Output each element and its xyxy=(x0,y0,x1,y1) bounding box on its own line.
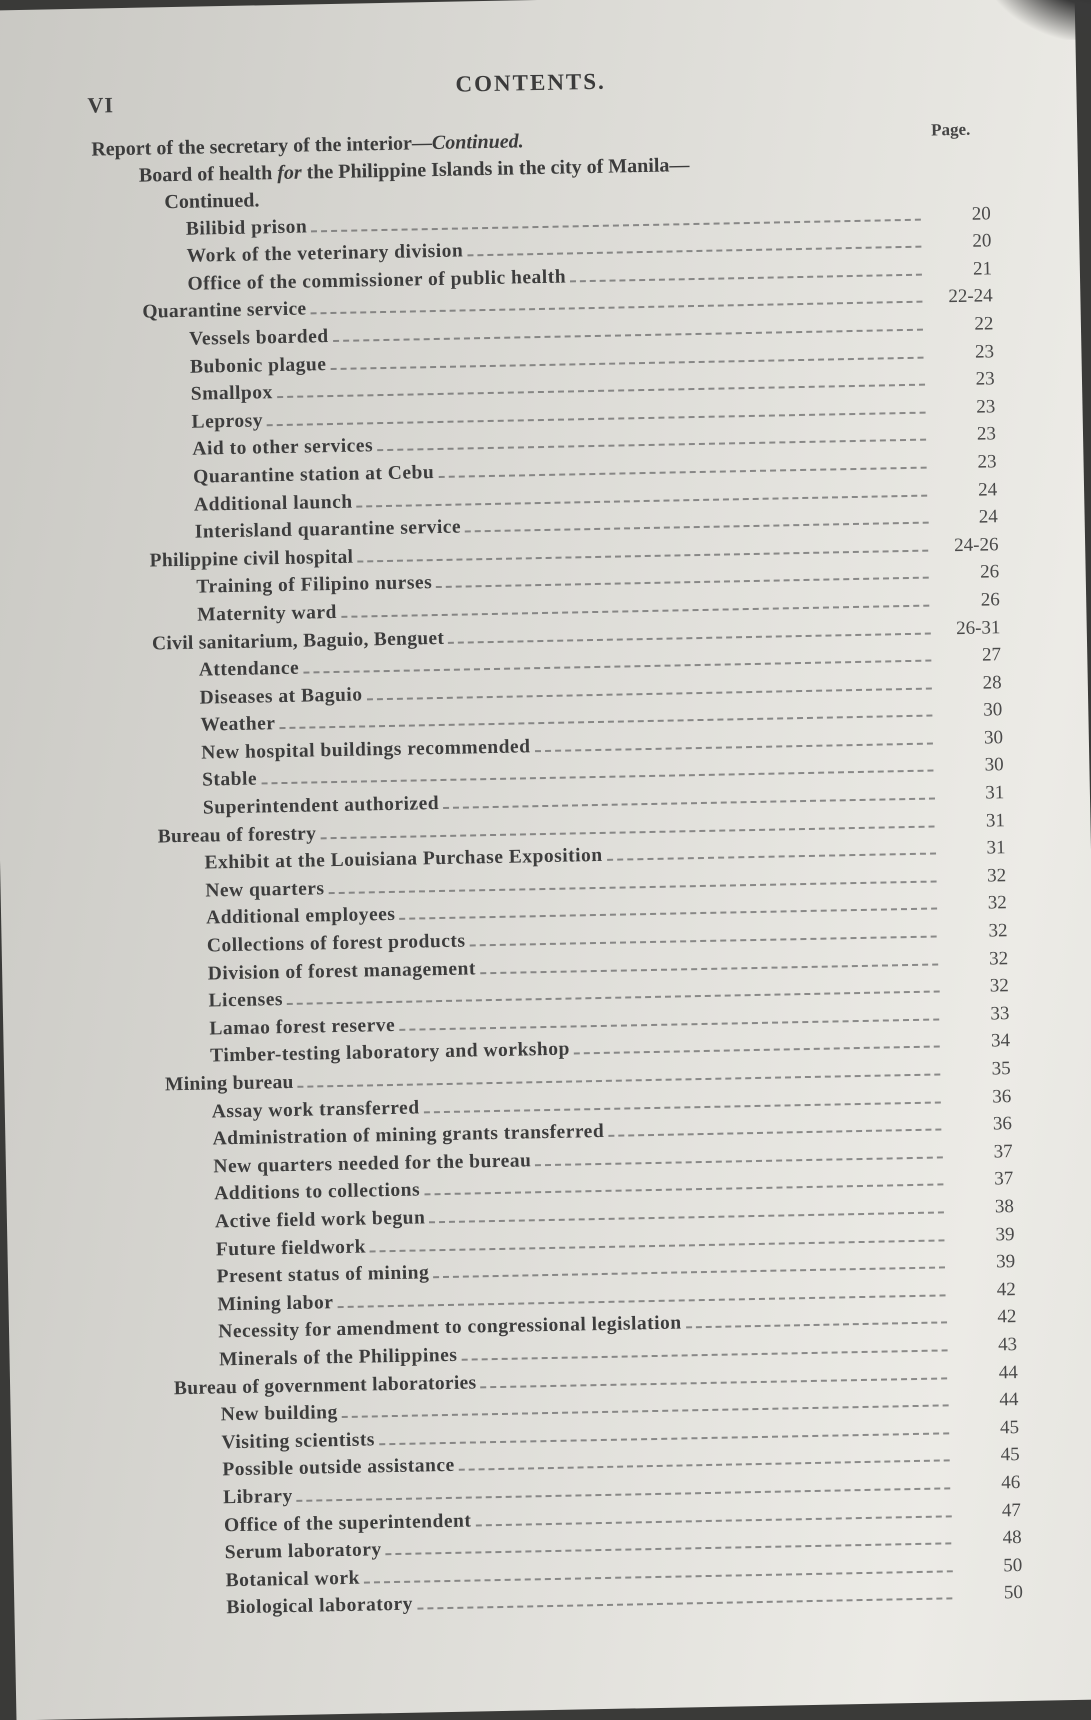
entry-label: Civil sanitarium, Baguio, Benguet xyxy=(151,627,445,655)
dot-leader xyxy=(570,273,922,282)
entry-label: Additions to collections xyxy=(214,1179,421,1205)
entry-label: Weather xyxy=(200,713,276,736)
page-title: CONTENTS. xyxy=(455,68,607,97)
entry-page-number: 36 xyxy=(992,1085,1012,1108)
entry-label: Quarantine service xyxy=(142,298,307,324)
entry-label: Work of the veterinary division xyxy=(186,240,464,267)
board-heading-part-c: the Philippine Islands in the city of Manila— xyxy=(301,154,690,184)
contents-list xyxy=(0,196,1091,1624)
entry-label: Bureau of government laboratories xyxy=(173,1371,477,1399)
entry-page-number: 28 xyxy=(982,671,1002,694)
entry-label: Interisland quarantine service xyxy=(194,516,462,543)
entry-page-number: 44 xyxy=(998,1361,1018,1383)
entry-page-number: 32 xyxy=(988,947,1009,970)
page-column-label: Page. xyxy=(930,119,971,140)
entry-page-number: 26 xyxy=(980,589,1000,611)
entry-label: Lamao forest reserve xyxy=(209,1014,396,1040)
entry-page-number: 44 xyxy=(999,1389,1019,1411)
entry-label: Future fieldwork xyxy=(215,1236,367,1260)
entry-label: Maternity ward xyxy=(197,601,338,626)
entry-label: New quarters needed for the bureau xyxy=(213,1150,532,1178)
entry-label: Vessels boarded xyxy=(188,326,329,350)
entry-label: Assay work transferred xyxy=(211,1097,420,1123)
entry-page-number: 42 xyxy=(996,1278,1017,1301)
entry-page-number: 50 xyxy=(1003,1554,1023,1577)
entry-label: Aid to other services xyxy=(192,435,374,461)
entry-page-number: 24-26 xyxy=(953,533,999,556)
entry-label: New quarters xyxy=(205,878,325,902)
entry-label: Minerals of the Philippines xyxy=(218,1344,458,1371)
board-heading-part-b: for xyxy=(276,161,302,185)
entry-page-number: 20 xyxy=(972,230,992,252)
entry-page-number: 30 xyxy=(984,754,1004,777)
entry-page-number: 23 xyxy=(976,396,996,418)
entry-page-number: 30 xyxy=(983,699,1003,721)
entry-page-number: 34 xyxy=(990,1030,1011,1052)
entry-label: Attendance xyxy=(198,657,300,681)
entry-page-number: 23 xyxy=(976,423,997,445)
entry-page-number: 31 xyxy=(985,782,1005,804)
entry-page-number: 27 xyxy=(981,644,1002,666)
entry-label: Collections of forest products xyxy=(206,930,466,957)
entry-label: Timber-testing laboratory and workshop xyxy=(209,1038,571,1067)
entry-page-number: 39 xyxy=(995,1223,1015,1245)
entry-page-number: 21 xyxy=(972,258,993,280)
entry-page-number: 39 xyxy=(995,1251,1016,1273)
entry-page-number: 32 xyxy=(986,865,1007,887)
entry-label: Mining bureau xyxy=(164,1071,294,1096)
entry-label: Bureau of forestry xyxy=(157,823,317,848)
entry-page-number: 31 xyxy=(985,809,1006,832)
entry-page-number: 46 xyxy=(1001,1471,1021,1494)
entry-label: Mining labor xyxy=(217,1291,334,1316)
dot-leader xyxy=(608,1129,941,1137)
report-heading-continued: Continued. xyxy=(431,130,524,155)
entry-page-number: 31 xyxy=(986,837,1006,859)
entry-page-number: 43 xyxy=(997,1333,1018,1356)
entry-label: Diseases at Baguio xyxy=(199,684,363,709)
entry-label: Biological laboratory xyxy=(226,1593,414,1619)
entry-page-number: 36 xyxy=(992,1113,1013,1135)
entry-page-number: 24 xyxy=(978,506,999,528)
entry-page-number: 37 xyxy=(994,1168,1014,1190)
entry-label: Office of the superintendent xyxy=(223,1510,472,1536)
entry-label: Division of forest management xyxy=(207,957,477,985)
page-number: VI xyxy=(87,92,115,118)
report-heading-text: Report of the secretary of the interior— xyxy=(91,132,433,161)
dot-leader xyxy=(686,1322,947,1329)
entry-label: Quarantine station at Cebu xyxy=(192,462,435,488)
entry-label: Additional employees xyxy=(205,904,396,929)
entry-page-number: 30 xyxy=(983,727,1004,749)
entry-page-number: 38 xyxy=(994,1196,1015,1218)
entry-label: New hospital buildings recommended xyxy=(201,736,531,764)
entry-label: Additional launch xyxy=(193,491,353,516)
entry-label: Licenses xyxy=(208,989,284,1012)
page-corner-shadow xyxy=(984,0,1091,41)
entry-page-number: 24 xyxy=(977,478,998,501)
dot-leader xyxy=(574,1046,940,1055)
entry-label: Administration of mining grants transferred xyxy=(212,1121,605,1150)
board-heading-part-a: Board of health xyxy=(138,162,278,187)
entry-page-number: 26-31 xyxy=(955,616,1001,639)
entry-page-number: 23 xyxy=(974,340,995,363)
entry-label: Office of the commissioner of public health xyxy=(187,266,567,295)
entry-page-number: 50 xyxy=(1003,1582,1024,1604)
entry-page-number: 20 xyxy=(971,202,991,225)
entry-page-number: 42 xyxy=(997,1306,1017,1328)
entry-label: Smallpox xyxy=(190,382,273,405)
entry-label: Visiting scientists xyxy=(221,1429,376,1454)
entry-page-number: 37 xyxy=(993,1140,1013,1163)
entry-label: Exhibit at the Louisiana Purchase Exposition xyxy=(204,845,603,874)
entry-page-number: 22-24 xyxy=(948,285,993,308)
entry-label: New building xyxy=(220,1402,338,1426)
entry-page-number: 47 xyxy=(1001,1499,1022,1521)
entry-label: Necessity for amendment to congressional legislation xyxy=(218,1312,682,1343)
dot-leader xyxy=(417,1598,953,1610)
entry-label: Active field work begun xyxy=(214,1207,426,1233)
entry-label: Leprosy xyxy=(191,410,264,433)
entry-label: Training of Filipino nurses xyxy=(196,572,433,598)
entry-page-number: 48 xyxy=(1002,1527,1022,1549)
entry-label: Botanical work xyxy=(225,1567,361,1591)
entry-page-number: 35 xyxy=(991,1058,1011,1080)
entry-page-number: 23 xyxy=(975,368,995,390)
entry-page-number: 32 xyxy=(988,920,1008,942)
entry-label: Serum laboratory xyxy=(224,1539,382,1564)
entry-page-number: 32 xyxy=(989,975,1009,997)
entry-page-number: 45 xyxy=(1000,1444,1020,1466)
entry-page-number: 45 xyxy=(999,1416,1020,1439)
entry-label: Superintendent authorized xyxy=(202,793,440,819)
entry-page-number: 26 xyxy=(979,561,1000,583)
dot-leader xyxy=(607,853,936,861)
entry-page-number: 32 xyxy=(987,892,1008,914)
entry-label: Stable xyxy=(201,768,258,792)
entry-label: Philippine civil hospital xyxy=(149,546,354,572)
entry-label: Bubonic plague xyxy=(189,353,327,378)
entry-label: Possible outside assistance xyxy=(222,1455,455,1481)
entry-label: Bilibid prison xyxy=(185,216,308,240)
board-heading-continued: Continued. xyxy=(164,189,260,214)
entry-label: Library xyxy=(222,1485,293,1509)
entry-page-number: 23 xyxy=(977,451,997,473)
entry-page-number: 33 xyxy=(990,1002,1010,1025)
entry-label: Present status of mining xyxy=(216,1262,430,1288)
entry-page-number: 22 xyxy=(974,313,994,335)
